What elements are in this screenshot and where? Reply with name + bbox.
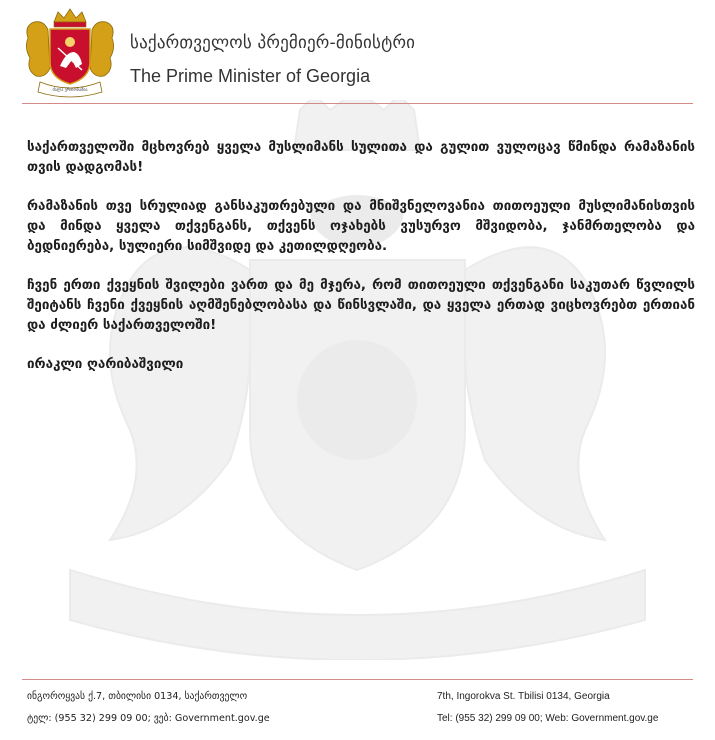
emblem-motto: ძალა ერთობაშია [52,87,88,92]
letter-body [27,138,695,394]
address-georgian: ინგოროყვას ქ.7, თბილისი 0134, საქართველო [27,691,248,702]
header-divider [22,103,693,104]
unity-paragraph: ჩვენ ერთი ქვეყნის შვილები ვართ და მე მჯერა, რომ თითოეული თქვენგანი საკუთარ წვლილს შეიტანს ჩვენი ქვეყნის აღმშენებლობასა და წინსვლაში, და ყველა ერთად ვიცხოვრებთ ერთიან და ძლიერ საქართველოში! [27,278,695,333]
coat-of-arms-emblem [22,8,118,100]
contact-english: Tel: (955 32) 299 09 00; Web: Government.gov.ge [437,713,659,724]
wishes-paragraph: რამაზანის თვე სრულიად განსაკუთრებული და მნიშვნელოვანია თითოეული მუსლიმანისთვის და მინდა ყველა თქვენგანს, თქვენს ოჯახებს ვუსურვო მშვიდობა, ჯანმრთელობა და ბედნიერება, სულიერი სიმშვიდე და კეთილდღეობა. [27,199,695,254]
office-title-georgian: საქართველოს პრემიერ-მინისტრი [130,33,416,53]
greeting-paragraph: საქართველოში მცხოვრებ ყველა მუსლიმანს სულითა და გულით ვულოცავ წმინდა რამაზანის თვის დადგომას! [27,140,695,175]
signature: ირაკლი ღარიბაშვილი [27,357,184,372]
letterhead [0,0,715,105]
office-title-english: The Prime Minister of Georgia [130,66,371,86]
contact-georgian: ტელ: (955 32) 299 09 00; ვებ: Government.gov.ge [27,713,270,724]
footer-divider [22,679,693,680]
address-english: 7th, Ingorokva St. Tbilisi 0134, Georgia [437,691,610,702]
